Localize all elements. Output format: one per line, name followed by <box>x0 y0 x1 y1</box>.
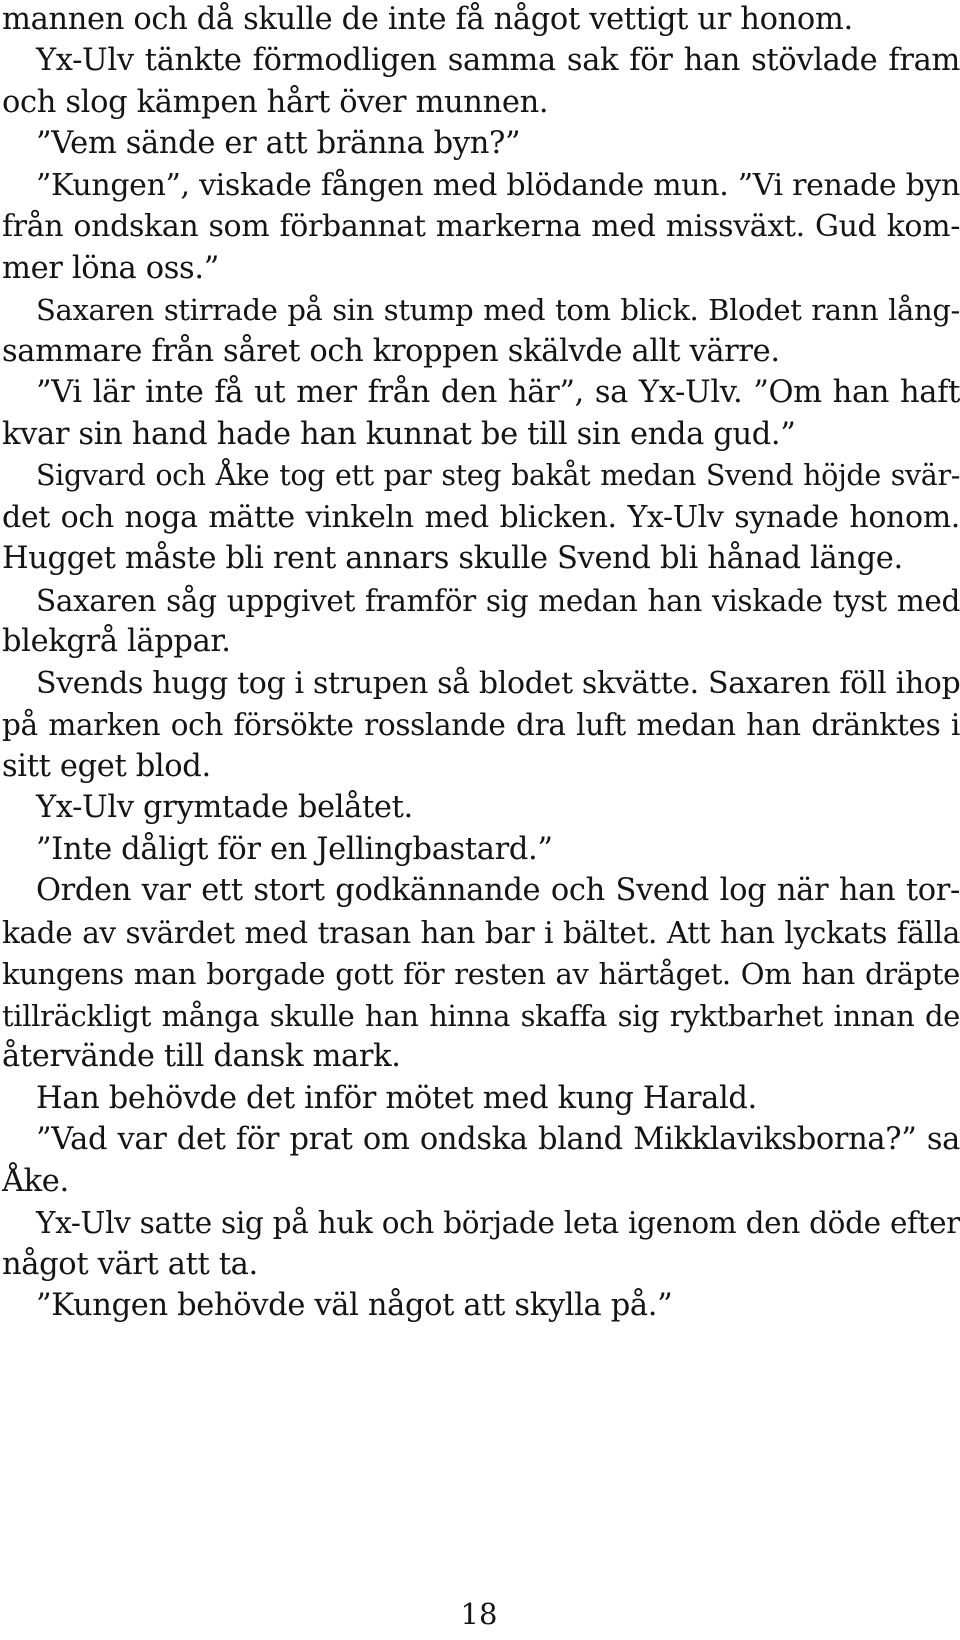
text-line: något värt att ta. <box>2 1247 258 1282</box>
text-line: Saxaren såg uppgivet framför sig medan han viskade tyst med <box>36 584 960 618</box>
text-line: sitt eget blod. <box>2 749 211 784</box>
text-line: Yx-Ulv grymtade belåtet. <box>36 790 413 825</box>
text-line: det och noga mätte vinkeln med blicken. Yx-Ulv synade honom. <box>2 500 960 535</box>
text-line: ”Kungen behövde väl något att skylla på.” <box>36 1288 673 1323</box>
text-line: Hugget måste bli rent annars skulle Svend bli hånad länge. <box>2 541 903 576</box>
text-line: mannen och då skulle de inte få något vettigt ur honom. <box>2 2 853 37</box>
text-line: Saxaren stirrade på sin stump med tom blick. Blodet rann lång- <box>36 293 960 327</box>
text-line: mer löna oss.” <box>2 251 219 286</box>
text-line: ”Vad var det för prat om ondska bland Mikklaviksborna?” sa <box>36 1122 960 1157</box>
text-line: Svends hugg tog i strupen så blodet skvätte. Saxaren föll ihop <box>36 666 960 701</box>
text-line: Sigvard och Åke tog ett par steg bakåt medan Svend höjde svär- <box>36 459 960 492</box>
text-line: på marken och försökte rosslande dra luft medan han dränktes i <box>2 708 960 742</box>
text-line: ”Vem sände er att bränna byn?” <box>36 126 521 161</box>
text-line: och slog kämpen hårt över munnen. <box>2 85 549 120</box>
page-number: 18 <box>460 1597 498 1631</box>
text-line: sammare från såret och kroppen skälvde allt värre. <box>2 334 780 369</box>
text-line: ”Vi lär inte få ut mer från den här”, sa Yx-Ulv. ”Om han haft <box>36 375 960 410</box>
text-line: Yx-Ulv tänkte förmodligen samma sak för han stövlade fram <box>36 43 960 78</box>
text-line: Orden var ett stort godkännande och Svend log när han tor- <box>36 873 960 908</box>
text-line: Åke. <box>2 1164 69 1199</box>
text-line: kade av svärdet med trasan han bar i bältet. Att han lyckats fälla <box>2 916 960 950</box>
text-line: kvar sin hand hade han kunnat be till sin enda gud.” <box>2 417 796 452</box>
text-line: ”Kungen”, viskade fången med blödande mun. ”Vi renade byn <box>36 168 960 203</box>
text-line: Yx-Ulv satte sig på huk och började leta igenom den döde efter <box>36 1206 960 1240</box>
text-line: tillräckligt många skulle han hinna skaffa sig ryktbarhet innan de <box>2 999 960 1033</box>
text-line: ”Inte dåligt för en Jellingbastard.” <box>36 832 553 867</box>
text-line: blekgrå läppar. <box>2 624 231 659</box>
text-line: återvände till dansk mark. <box>2 1039 401 1074</box>
text-line: från ondskan som förbannat markerna med missväxt. Gud kom- <box>2 209 960 244</box>
text-line: Han behövde det inför mötet med kung Harald. <box>36 1081 757 1116</box>
text-line: kungens man borgade gott för resten av härtåget. Om han dräpte <box>2 957 960 991</box>
